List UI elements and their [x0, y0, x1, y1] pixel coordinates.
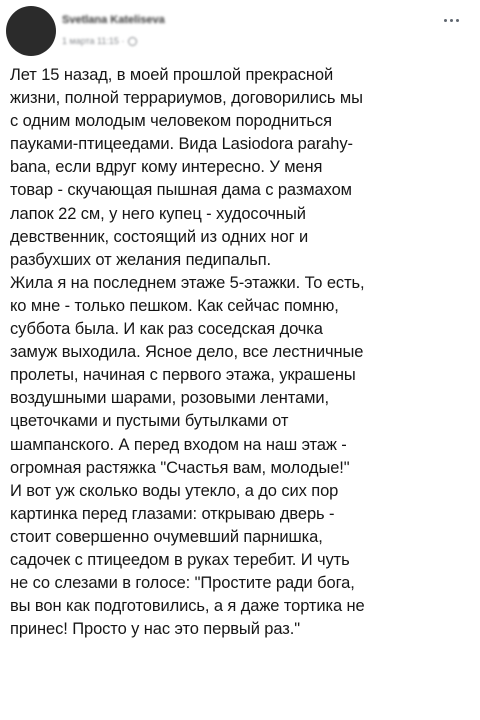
post-text-line: с одним молодым человеком породниться [10, 112, 332, 131]
post-text-line: садочек с птицеедом в руках теребит. И чуть [10, 550, 350, 569]
post-text-line: Жила я на последнем этаже 5-этажки. То есть, [10, 273, 365, 292]
post-text-line: цветочками и пустыми бутылками от [10, 412, 289, 431]
post-header [0, 0, 480, 62]
post-text-line: вы вон как подготовились, а я даже тортика не [10, 597, 365, 616]
post-text-line: не со слезами в голосе: "Простите ради бога, [10, 574, 355, 593]
post-text-line: Лет 15 назад, в моей прошлой прекрасной [10, 66, 334, 84]
post-text-line: жизни, полной террариумов, договорились мы [10, 89, 363, 108]
post-text-line: воздушными шарами, розовыми лентами, [10, 389, 330, 408]
post-timestamp[interactable]: 1 марта 11:15 · [62, 36, 125, 46]
post-text-line: шампанского. А перед входом на наш этаж - [10, 435, 347, 454]
more-horizontal-icon-dot [450, 19, 453, 22]
globe-icon [128, 37, 137, 46]
post-text-line: bana, если вдруг кому интересно. У меня [10, 158, 323, 177]
post-text-line: картинка перед глазами: открываю дверь - [10, 504, 335, 523]
post-text-line: лапок 22 см, у него купец - худосочный [10, 204, 306, 223]
post-text-line: девственник, состоящий из одних ног и [10, 227, 309, 246]
post-text-line: стоит совершенно очумевший парнишка, [10, 527, 323, 546]
more-options-button[interactable] [436, 10, 466, 30]
post-text-line: ко мне - только пешком. Как сейчас помню, [10, 296, 339, 315]
author-avatar[interactable] [6, 6, 56, 56]
more-horizontal-icon-dot [456, 19, 459, 22]
post-text-line: замуж выходила. Ясное дело, все лестничные [10, 343, 364, 362]
post-text-line: товар - скучающая пышная дама с размахом [10, 181, 352, 200]
more-horizontal-icon [444, 19, 447, 22]
post-text-line: суббота была. И как раз соседская дочка [10, 320, 323, 339]
post-text-line: И вот уж сколько воды утекло, а до сих пор [10, 481, 339, 500]
post-body-text [10, 64, 472, 641]
post-text-line: принес! Просто у нас это первый раз." [10, 620, 300, 639]
post-text-line: огромная растяжка "Счастья вам, молодые!" [10, 458, 350, 477]
post-text-line: пролеты, начиная с первого этажа, украшены [10, 366, 356, 385]
post-meta [62, 34, 137, 48]
post-text-line: пауками-птицеедами. Вида Lasiodora parahy- [10, 135, 353, 154]
post-text-line: разбухших от желания педипальп. [10, 250, 272, 269]
author-name[interactable]: Svetlana Kateliseva [62, 14, 165, 26]
